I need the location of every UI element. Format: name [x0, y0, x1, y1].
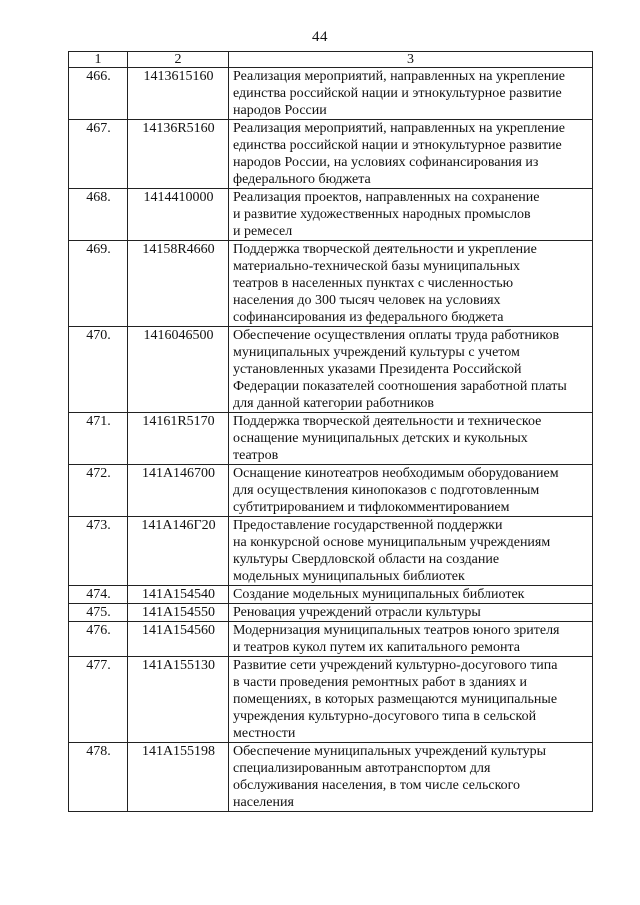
column-header-3: 3 — [229, 52, 593, 68]
classification-code-cell: 141A155198 — [128, 743, 229, 812]
table-row — [69, 586, 593, 604]
budget-classification-table — [68, 51, 593, 812]
description-cell: Реализация проектов, направленных на сохранение и развитие художественных народных промыслов и ремесел — [229, 189, 593, 241]
classification-code-cell: 1414410000 — [128, 189, 229, 241]
row-number-cell: 466. — [69, 68, 128, 120]
row-number-cell: 476. — [69, 622, 128, 657]
classification-code-cell: 141A154560 — [128, 622, 229, 657]
table-row — [69, 657, 593, 743]
classification-code-cell: 141A146700 — [128, 465, 229, 517]
table-row — [69, 413, 593, 465]
description-cell: Модернизация муниципальных театров юного зрителя и театров кукол путем их капитального ремонта — [229, 622, 593, 657]
column-header-2: 2 — [128, 52, 229, 68]
table-row — [69, 68, 593, 120]
row-number-cell: 474. — [69, 586, 128, 604]
description-cell: Обеспечение осуществления оплаты труда работников муниципальных учреждений культуры с учетом установленных указами Президента Российской Федерации показателей соотношения заработной платы для данной категории работников — [229, 327, 593, 413]
row-number-cell: 470. — [69, 327, 128, 413]
table-row — [69, 517, 593, 586]
description-cell: Предоставление государственной поддержки на конкурсной основе муниципальным учреждениям культуры Свердловской области на создание модельных муниципальных библиотек — [229, 517, 593, 586]
row-number-cell: 472. — [69, 465, 128, 517]
table-row — [69, 465, 593, 517]
classification-code-cell: 141A155130 — [128, 657, 229, 743]
classification-code-cell: 141A154550 — [128, 604, 229, 622]
description-cell: Развитие сети учреждений культурно-досугового типа в части проведения ремонтных работ в зданиях и помещениях, в которых размещаются муниципальные учреждения культурно-досугового типа в сельской местности — [229, 657, 593, 743]
row-number-cell: 468. — [69, 189, 128, 241]
description-cell: Поддержка творческой деятельности и укрепление материально-технической базы муниципальных театров в населенных пунктах с численностью населения до 300 тысяч человек на условиях софинансирования из федерального бюджета — [229, 241, 593, 327]
table-row — [69, 604, 593, 622]
row-number-cell: 475. — [69, 604, 128, 622]
classification-code-cell: 141A154540 — [128, 586, 229, 604]
classification-code-cell: 14158R4660 — [128, 241, 229, 327]
table-row — [69, 241, 593, 327]
table-row — [69, 327, 593, 413]
row-number-cell: 467. — [69, 120, 128, 189]
classification-code-cell: 1413615160 — [128, 68, 229, 120]
row-number-cell: 471. — [69, 413, 128, 465]
description-cell: Поддержка творческой деятельности и техническое оснащение муниципальных детских и кукольных театров — [229, 413, 593, 465]
description-cell: Реализация мероприятий, направленных на укрепление единства российской нации и этнокультурное развитие народов России, на условиях софинансирования из федерального бюджета — [229, 120, 593, 189]
description-cell: Создание модельных муниципальных библиотек — [229, 586, 593, 604]
classification-code-cell: 14161R5170 — [128, 413, 229, 465]
classification-code-cell: 1416046500 — [128, 327, 229, 413]
classification-code-cell: 14136R5160 — [128, 120, 229, 189]
description-cell: Оснащение кинотеатров необходимым оборудованием для осуществления кинопоказов с подготовленным субтитрированием и тифлокомментированием — [229, 465, 593, 517]
row-number-cell: 473. — [69, 517, 128, 586]
table-row — [69, 120, 593, 189]
page-number: 44 — [312, 29, 328, 45]
description-cell: Реновация учреждений отрасли культуры — [229, 604, 593, 622]
classification-code-cell: 141A146Г20 — [128, 517, 229, 586]
table-header-row — [69, 52, 593, 68]
description-cell: Обеспечение муниципальных учреждений культуры специализированным автотранспортом для обслуживания населения, в том числе сельского населения — [229, 743, 593, 812]
table-row — [69, 622, 593, 657]
table-row — [69, 189, 593, 241]
table-row — [69, 743, 593, 812]
row-number-cell: 478. — [69, 743, 128, 812]
description-cell: Реализация мероприятий, направленных на укрепление единства российской нации и этнокультурное развитие народов России — [229, 68, 593, 120]
row-number-cell: 477. — [69, 657, 128, 743]
row-number-cell: 469. — [69, 241, 128, 327]
column-header-1: 1 — [69, 52, 128, 68]
